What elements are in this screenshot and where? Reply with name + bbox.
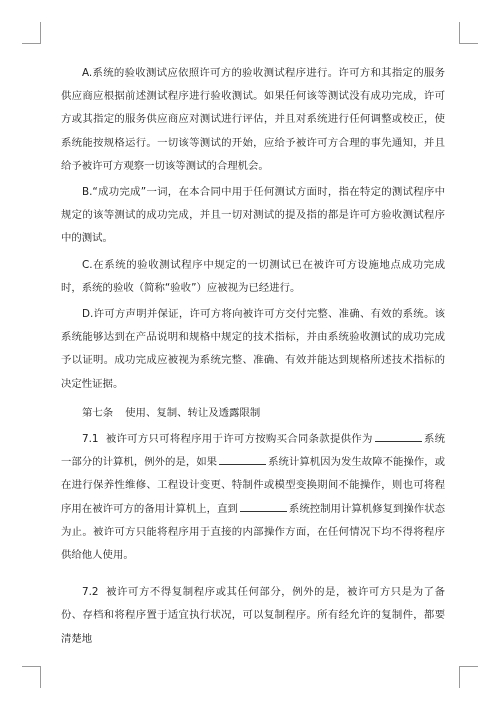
- clause-7-2: [61, 581, 445, 651]
- crop-mark-bottom-left-v: [40, 666, 41, 688]
- paragraph-a: A.系统的验收测试应依照许可方的验收测试程序进行。许可方和其指定的服务供应商应根据前述测试程序进行验收测试。如果任何该等测试没有成功完成，许可方或其指定的服务供应商应对测试进行评估，并且对系统进行任何调整或校正，使系统能按规格运行。一切该等测试的开始，应给予被许可方合理的事先通知，并且给予被许可方观察一切该等测试的合理机会。: [61, 67, 445, 172]
- clause-7-2-number: 7.2: [82, 586, 99, 599]
- paragraph-b: B.“成功完成”一词，在本合同中用于任何测试方面时，指在特定的测试程序中规定的该等测试的成功完成，并且一切对测试的提及指的都是许可方验收测试程序中的测试。: [61, 186, 445, 245]
- crop-mark-top-right-v: [459, 22, 460, 44]
- blank-underline: [240, 500, 287, 512]
- crop-mark-bottom-left-h: [22, 666, 41, 667]
- clause-7-1: [61, 428, 445, 567]
- clause-7-1-text-3: 系统计算机因为发生故障不能操作，或在进行保养性维修、工程设计变更、特制件或模型变换期间不能操作，则也可将程序用在被许可方的备用计算机上，直到: [61, 456, 445, 515]
- paragraph-d: D.许可方声明并保证，许可方将向被许可方交付完整、准确、有效的系统。该系统能够达到在产品说明和规格中规定的技术指标，并由系统验收测试的成功完成予以证明。成功完成应被视为系统完整、准确、有效并能达到规格所述技术指标的决定性证据。: [61, 308, 445, 390]
- crop-mark-top-left-v: [40, 22, 41, 44]
- crop-mark-bottom-right-v: [459, 666, 460, 688]
- clause-7-1-text-2: 系统一部分的计算机，例外的是，如果: [61, 433, 446, 469]
- crop-mark-top-right-h: [459, 43, 478, 44]
- document-body: [61, 62, 445, 651]
- blank-underline: [375, 430, 422, 442]
- clause-7-1-number: 7.1: [82, 433, 99, 446]
- crop-mark-bottom-right-h: [459, 666, 478, 667]
- clause-7-1-text-1: 被许可方只可将程序用于许可方按购买合同条款提供作为: [105, 433, 373, 446]
- paragraph-c: C.在系统的验收测试程序中规定的一切测试已在被许可方设施地点成功完成时，系统的验收（简称“验收”）应被视为已经进行。: [61, 258, 445, 294]
- clause-7-1-text-4: 系统控制用计算机修复到操作状态为止。被许可方只能将程序用于直接的内部操作方面，在任何情况下均不得将程序供给他人使用。: [61, 502, 445, 562]
- article-label: 第七条: [82, 406, 114, 419]
- blank-underline: [219, 453, 266, 465]
- article-heading: [61, 402, 445, 425]
- article-title: 使用、复制、转让及透露限制: [125, 406, 261, 419]
- crop-mark-top-left-h: [22, 43, 41, 44]
- clause-7-2-text: 被许可方不得复制程序或其任何部分，例外的是，被许可方只是为了备份、存档和将程序置于适宜执行状况，可以复制程序。所有经允许的复制件，都要清楚地: [61, 586, 445, 645]
